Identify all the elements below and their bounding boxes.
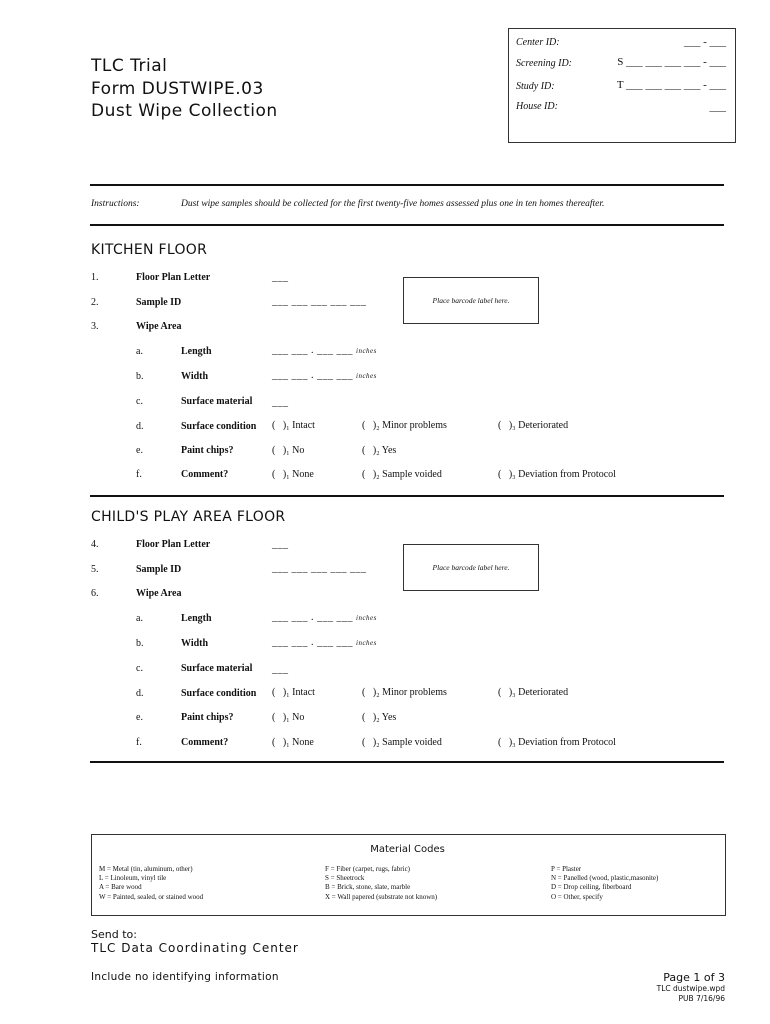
play-area-section-title: CHILD'S PLAY AREA FLOOR	[91, 509, 286, 525]
length-field[interactable]	[272, 345, 377, 356]
length-field[interactable]	[272, 612, 377, 623]
item-letter: c.	[136, 663, 143, 674]
paint-chips-no-checkbox[interactable]: ( )₁ No	[272, 712, 305, 723]
publication-date: PUB 7/16/96	[678, 994, 725, 1003]
condition-intact-checkbox[interactable]: ( )₁ Intact	[272, 420, 315, 431]
floor-plan-letter-field[interactable]: ___	[272, 272, 289, 283]
file-name: TLC dustwipe.wpd	[656, 984, 725, 993]
length-label: Length	[181, 613, 212, 624]
comment-voided-checkbox[interactable]: ( )₂ Sample voided	[362, 469, 442, 480]
screening-id-label: Screening ID:	[516, 58, 572, 69]
screening-id-field[interactable]: S ___ ___ ___ ___ - ___	[617, 56, 726, 68]
sample-id-label: Sample ID	[136, 297, 182, 308]
condition-deteriorated-checkbox[interactable]: ( )₃ Deteriorated	[498, 687, 569, 698]
material-codes-column	[551, 865, 658, 902]
code-item: M = Metal (tin, aluminum, other)	[99, 865, 193, 873]
inches-unit: inches	[356, 347, 377, 355]
item-letter: f.	[136, 737, 142, 748]
send-to-label: Send to:	[91, 928, 137, 941]
barcode-label-area: Place barcode label here.	[403, 277, 539, 324]
question-number: 4.	[91, 539, 99, 550]
item-letter: d.	[136, 688, 144, 699]
comment-label: Comment?	[181, 737, 229, 748]
condition-deteriorated-checkbox[interactable]: ( )₃ Deteriorated	[498, 420, 569, 431]
paint-chips-no-checkbox[interactable]: ( )₁ No	[272, 445, 305, 456]
comment-voided-checkbox[interactable]: ( )₂ Sample voided	[362, 737, 442, 748]
divider	[90, 495, 724, 497]
length-label: Length	[181, 346, 212, 357]
surface-material-label: Surface material	[181, 396, 253, 407]
material-codes-title: Material Codes	[370, 844, 445, 855]
paint-chips-yes-checkbox[interactable]: ( )₂ Yes	[362, 712, 397, 723]
barcode-label-area: Place barcode label here.	[403, 544, 539, 591]
item-letter: a.	[136, 346, 143, 357]
width-label: Width	[181, 638, 209, 649]
condition-minor-checkbox[interactable]: ( )₂ Minor problems	[362, 420, 447, 431]
divider	[90, 184, 724, 186]
code-item: D = Drop ceiling, fiberboard	[551, 883, 632, 892]
question-number: 2.	[91, 297, 99, 308]
center-id-field[interactable]: ___ - ___	[683, 36, 726, 48]
item-letter: d.	[136, 421, 144, 432]
item-letter: a.	[136, 613, 143, 624]
surface-material-label: Surface material	[181, 663, 253, 674]
house-id-field[interactable]: ___	[709, 101, 726, 113]
width-field[interactable]	[272, 637, 377, 648]
house-id-label: House ID:	[516, 101, 558, 112]
floor-plan-letter-field[interactable]: ___	[272, 539, 289, 550]
floor-plan-letter-label: Floor Plan Letter	[136, 539, 211, 550]
surface-condition-label: Surface condition	[181, 421, 257, 432]
question-number: 1.	[91, 272, 99, 283]
divider	[90, 224, 724, 226]
instructions-text: Dust wipe samples should be collected for the first twenty-five homes assessed plus one in ten homes thereafter.	[181, 199, 605, 209]
code-item: L = Linoleum, vinyl tile	[99, 874, 167, 883]
item-letter: e.	[136, 445, 143, 456]
width-label: Width	[181, 371, 209, 382]
code-item: A = Bare wood	[99, 883, 142, 892]
study-id-field[interactable]: T ___ ___ ___ ___ - ___	[616, 79, 726, 91]
question-number: 5.	[91, 564, 99, 575]
divider	[90, 761, 724, 763]
material-codes-column	[99, 865, 203, 902]
no-identifying-info-note: Include no identifying information	[91, 971, 279, 983]
code-item: O = Other, specify	[551, 892, 603, 901]
code-item: P = Plaster	[551, 865, 582, 873]
sample-id-field[interactable]: ___ ___ ___ ___ ___	[272, 563, 367, 574]
item-letter: b.	[136, 371, 144, 382]
comment-deviation-checkbox[interactable]: ( )₃ Deviation from Protocol	[498, 737, 616, 748]
inches-unit: inches	[356, 372, 377, 380]
comment-none-checkbox[interactable]: ( )₁ None	[272, 469, 314, 480]
paint-chips-yes-checkbox[interactable]: ( )₂ Yes	[362, 445, 397, 456]
code-item: S = Sheetrock	[325, 874, 365, 883]
comment-label: Comment?	[181, 469, 229, 480]
inches-unit: inches	[356, 614, 377, 622]
form-title-line1: TLC Trial	[91, 56, 168, 76]
question-number: 6.	[91, 588, 99, 599]
center-id-label: Center ID:	[516, 37, 560, 48]
paint-chips-label: Paint chips?	[181, 712, 234, 723]
width-blank: ___ ___ . ___ ___	[272, 370, 353, 381]
page-number: Page 1 of 3	[663, 971, 725, 984]
question-number: 3.	[91, 321, 99, 332]
send-to-center: TLC Data Coordinating Center	[91, 941, 299, 955]
surface-material-field[interactable]: ___	[272, 664, 289, 675]
comment-deviation-checkbox[interactable]: ( )₃ Deviation from Protocol	[498, 469, 616, 480]
paint-chips-label: Paint chips?	[181, 445, 234, 456]
sample-id-label: Sample ID	[136, 564, 182, 575]
item-letter: c.	[136, 396, 143, 407]
code-item: W = Painted, sealed, or stained wood	[99, 892, 204, 901]
code-item: F = Fiber (carpet, rugs, fabric)	[325, 865, 411, 873]
width-field[interactable]	[272, 370, 377, 381]
item-letter: b.	[136, 638, 144, 649]
code-item: N = Panelled (wood, plastic,masonite)	[551, 874, 659, 883]
item-letter: f.	[136, 469, 142, 480]
sample-id-field[interactable]: ___ ___ ___ ___ ___	[272, 296, 367, 307]
code-item: X = Wall papered (substrate not known)	[325, 892, 438, 901]
instructions-label: Instructions:	[91, 199, 140, 209]
surface-condition-label: Surface condition	[181, 688, 257, 699]
width-blank: ___ ___ . ___ ___	[272, 637, 353, 648]
code-item: B = Brick, stone, slate, marble	[325, 883, 411, 892]
length-blank: ___ ___ . ___ ___	[272, 612, 353, 623]
condition-intact-checkbox[interactable]: ( )₁ Intact	[272, 687, 315, 698]
condition-minor-checkbox[interactable]: ( )₂ Minor problems	[362, 687, 447, 698]
length-blank: ___ ___ . ___ ___	[272, 345, 353, 356]
floor-plan-letter-label: Floor Plan Letter	[136, 272, 211, 283]
wipe-area-label: Wipe Area	[136, 321, 182, 332]
material-codes-column	[325, 865, 437, 902]
item-letter: e.	[136, 712, 143, 723]
form-title-line3: Dust Wipe Collection	[91, 101, 278, 121]
surface-material-field[interactable]: ___	[272, 397, 289, 408]
kitchen-section-title: KITCHEN FLOOR	[91, 242, 208, 258]
wipe-area-label: Wipe Area	[136, 588, 182, 599]
study-id-label: Study ID:	[516, 81, 555, 92]
comment-none-checkbox[interactable]: ( )₁ None	[272, 737, 314, 748]
inches-unit: inches	[356, 639, 377, 647]
form-title-line2: Form DUSTWIPE.03	[91, 79, 264, 99]
